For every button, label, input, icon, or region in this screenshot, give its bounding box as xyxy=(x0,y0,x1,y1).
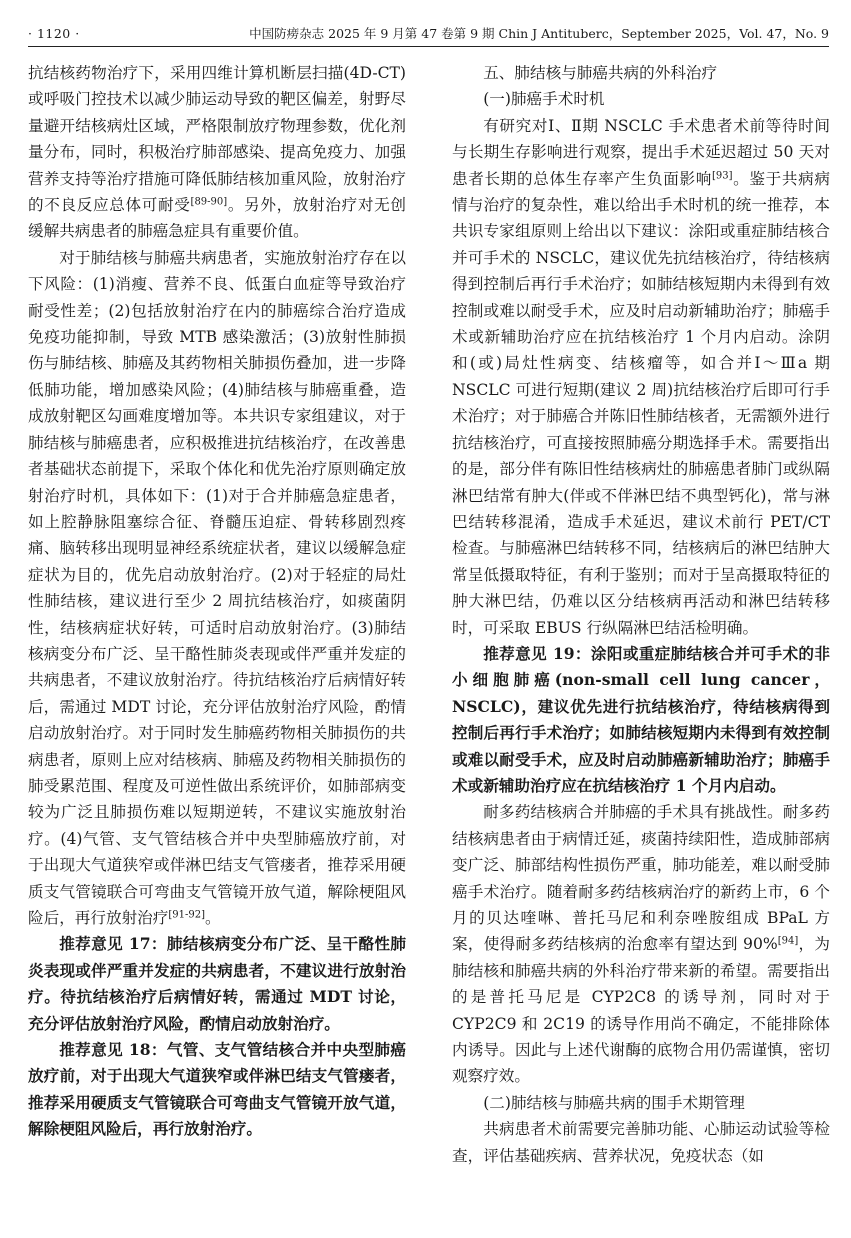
paragraph-perioperative: 共病患者术前需要完善肺功能、心肺运动试验等检查，评估基础疾病、营养状况，免疫状态（如 xyxy=(452,1120,830,1165)
paragraph-radiotherapy-measures: 抗结核药物治疗下，采用四维计算机断层扫描(4D-CT)或呼吸门控技术以减少肺运动导致的靶区偏差，射野尽量避开结核病灶区域，严格限制放疗物理参数，优化剂量分布，同时，积极治疗肺部感染、提高免疫力、加强营养支持等治疗措施可降低肺结核加重风险，放射治疗的不良反应总体可耐受[89-90]。另外，放射治疗对无创缓解共病患者的肺癌急症具有重要价值。 xyxy=(28,64,406,241)
subsection-heading-timing: (一)肺癌手术时机 xyxy=(483,90,605,109)
recommendation-19: 推荐意见 19：涂阳或重症肺结核合并可手术的非小细胞肺癌(non-small cell lung cancer，NSCLC)，建议优先进行抗结核治疗，待结核病得到控制后再行手术治疗；如肺结核短期内未得到有效控制或难以耐受手术，应及时启动肺癌新辅助治疗；肺癌手术或新辅助治疗应在抗结核治疗 1 个月内启动。 xyxy=(452,643,830,795)
citation-ref: [94] xyxy=(777,935,799,947)
journal-citation: 中国防痨杂志 2025 年 9 月第 47 卷第 9 期 Chin J Antituberc，September 2025，Vol. 47，No. 9 xyxy=(249,26,829,41)
right-column xyxy=(452,60,830,1169)
subsection-heading-perioperative: (二)肺结核与肺癌共病的围手术期管理 xyxy=(483,1093,745,1112)
citation-ref: [89-90] xyxy=(190,196,228,208)
recommendation-18: 推荐意见 18：气管、支气管结核合并中央型肺癌放疗前，对于出现大气道狭窄或伴淋巴结支气管瘘者，推荐采用硬质支气管镜联合可弯曲支气管镜开放气道，解除梗阻风险后，再行放射治疗。 xyxy=(28,1040,406,1139)
recommendation-17: 推荐意见 17：肺结核病变分布广泛、呈干酪性肺炎表现或伴严重并发症的共病患者，不建议进行放射治疗。待抗结核治疗后病情好转，需通过 MDT 讨论，充分评估放射治疗风险，酌情启动放射治疗。 xyxy=(28,934,406,1033)
page-number: · 1120 · xyxy=(28,26,80,41)
paragraph-mdr-tb-surgery: 耐多药结核病合并肺癌的手术具有挑战性。耐多药结核病患者由于病情迁延，痰菌持续阳性，造成肺部病变广泛、肺部结构性损伤严重，肺功能差，难以耐受肺癌手术治疗。随着耐多药结核病治疗的新药上市，6 个月的贝达喹啉、普托马尼和利奈唑胺组成 BPaL 方案，使得耐多药结核病的治愈率有望达到 90%[94]，为肺结核和肺癌共病的外科治疗带来新的希望。需要指出的是普托马尼是 CYP2C8 的诱导剂，同时对于 CYP2C9 和 2C19 的诱导作用尚不确定，不能排除体内诱导。因此与上述代谢酶的底物合用仍需谨慎，密切观察疗效。 xyxy=(452,803,830,1086)
paragraph-surgery-timing: 有研究对Ⅰ、Ⅱ期 NSCLC 手术患者术前等待时间与长期生存影响进行观察，提出手术延迟超过 50 天对患者长期的总体生存率产生负面影响[93]。鉴于共病病情与治疗的复杂性，难以给出手术时机的统一推荐，本共识专家组原则上给出以下建议：涂阳或重症肺结核合并可手术的 NSCLC，建议优先抗结核治疗，待结核病得到控制后再行手术治疗；如肺结核短期内未得到有效控制或难以耐受手术，应及时启动新辅助治疗；肺癌手术或新辅助治疗应在抗结核治疗 1 个月内启动。涂阴和(或)局灶性病变、结核瘤等，如合并Ⅰ～Ⅲa 期 NSCLC 可进行短期(建议 2 周)抗结核治疗后即可行手术治疗；对于肺癌合并陈旧性肺结核者，无需额外进行抗结核治疗，可直接按照肺癌分期选择手术。需要指出的是，部分伴有陈旧性结核病灶的肺癌患者肺门或纵隔淋巴结常有肿大(伴或不伴淋巴结不典型钙化)，常与淋巴结转移混淆，造成手术延迟，建议术前行 PET/CT 检查。与肺癌淋巴结转移不同，结核病后的淋巴结肿大常呈低摄取特征，有利于鉴别；而对于呈高摄取特征的肿大淋巴结，仍难以区分结核病再活动和淋巴结转移时，可采取 EBUS 行纵隔淋巴结活检明确。 xyxy=(452,116,830,637)
running-header xyxy=(28,22,829,47)
citation-ref: [91-92] xyxy=(168,909,205,921)
left-column xyxy=(28,60,406,1143)
citation-ref: [93] xyxy=(711,170,733,182)
paragraph-radiotherapy-risks: 对于肺结核与肺癌共病患者，实施放射治疗存在以下风险：(1)消瘦、营养不良、低蛋白血症等导致治疗耐受性差；(2)包括放射治疗在内的肺癌综合治疗造成免疫功能抑制，导致 MTB 感染激活；(3)放射性肺损伤与肺结核、肺癌及其药物相关肺损伤叠加，进一步降低肺功能，增加感染风险；(4)肺结核与肺癌重叠，造成放射靶区勾画难度增加等。本共识专家组建议，对于肺结核与肺癌患者，应积极推进抗结核治疗，在改善患者基础状态前提下，采取个体化和优先治疗原则确定放射治疗时机，具体如下：(1)对于合并肺癌急症患者，如上腔静脉阻塞综合征、脊髓压迫症、骨转移剧烈疼痛、脑转移出现明显神经系统症状者，建议以缓解急症症状为目的，优先启动放射治疗。(2)对于轻症的局灶性肺结核，建议进行至少 2 周抗结核治疗，如痰菌阴性，结核病症状好转，可适时启动放射治疗。(3)肺结核病变分布广泛、呈干酪性肺炎表现或伴严重并发症的共病患者，不建议放射治疗。待抗结核治疗后病情好转后，需通过 MDT 讨论，充分评估放射治疗风险，酌情启动放射治疗。对于同时发生肺癌药物相关肺损伤的共病患者，原则上应对结核病、肺癌及药物相关肺损伤的肺受累范围、程度及可逆性做出系统评价，如肺部病变较为广泛且肺损伤难以短期逆转，不建议实施放射治疗。(4)气管、支气管结核合并中央型肺癌放疗前，对于出现大气道狭窄或伴淋巴结支气管瘘者，推荐采用硬质支气管镜联合可弯曲支气管镜开放气道，解除梗阻风险后，再行放射治疗[91-92]。 xyxy=(28,248,406,927)
section-heading-surgery: 五、肺结核与肺癌共病的外科治疗 xyxy=(483,64,718,82)
